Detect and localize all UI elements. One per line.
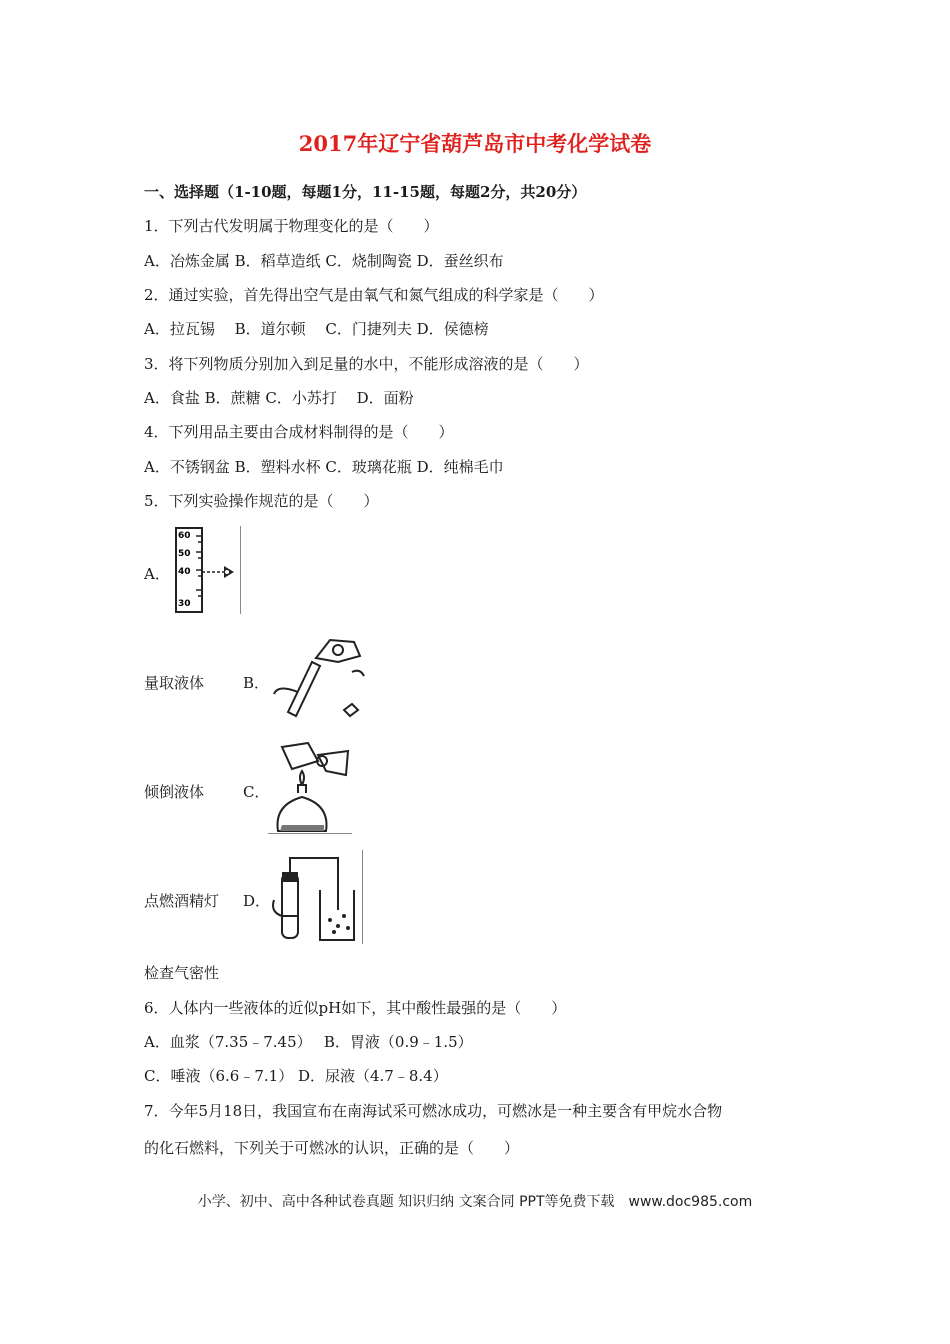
figure-graduated-cylinder: [172, 526, 241, 614]
question-6: 6．人体内一些液体的近似pH如下，其中酸性最强的是（ ）: [144, 999, 567, 1017]
question-6-options-row-2: C．唾液（6.6﹣7.1） D．尿液（4.7﹣8.4）: [144, 1067, 448, 1085]
question-4: 4．下列用品主要由合成材料制得的是（ ）: [144, 423, 454, 441]
question-2: 2．通过实验，首先得出空气是由氧气和氮气组成的科学家是（ ）: [144, 286, 604, 304]
option-c-caption: 点燃酒精灯: [144, 892, 220, 910]
tick-40: 40: [178, 567, 191, 577]
question-7: 7．今年5月18日，我国宣布在南海试采可燃冰成功，可燃冰是一种主要含有甲烷水合物: [144, 1102, 723, 1120]
question-5: 5．下列实验操作规范的是（ ）: [144, 492, 379, 510]
option-a-caption: 量取液体: [144, 674, 205, 692]
section-heading: 一、选择题（1-10题，每题1分，11-15题，每题2分，共20分）: [144, 183, 587, 201]
tick-60: 60: [178, 531, 191, 541]
question-3-options: A．食盐 B．蔗糖 C．小苏打 D．面粉: [144, 389, 414, 407]
option-d-caption: 检查气密性: [144, 964, 220, 982]
question-7-continued: 的化石燃料，下列关于可燃冰的认识，正确的是（ ）: [144, 1139, 520, 1157]
question-1-options: A．冶炼金属 B．稻草造纸 C．烧制陶瓷 D．蚕丝织布: [144, 252, 504, 270]
tick-50: 50: [178, 549, 191, 559]
option-b-caption: 倾倒液体: [144, 783, 205, 801]
question-4-options: A．不锈钢盆 B．塑料水杯 C．玻璃花瓶 D．纯棉毛巾: [144, 458, 504, 476]
question-3: 3．将下列物质分别加入到足量的水中，不能形成溶液的是（ ）: [144, 355, 589, 373]
option-c-label: C．: [243, 783, 270, 801]
tick-30: 30: [178, 599, 191, 609]
option-d-label: D．: [243, 892, 271, 910]
question-2-options: A．拉瓦锡 B．道尔顿 C．门捷列夫 D．侯德榜: [144, 320, 489, 338]
option-a-label: A．: [144, 565, 170, 583]
footer-banner: 小学、初中、高中各种试卷真题 知识归纳 文案合同 PPT等免费下载 www.doc985.com: [197, 1194, 753, 1210]
figure-airtightness-check: [268, 850, 363, 944]
figure-pouring-liquid: [268, 632, 368, 720]
figure-alcohol-lamp: [268, 741, 352, 834]
page-title: 2017年辽宁省葫芦岛市中考化学试卷: [298, 131, 652, 156]
question-1: 1．下列古代发明属于物理变化的是（ ）: [144, 217, 439, 235]
option-b-label: B．: [243, 674, 270, 692]
question-6-options-row-1: A．血浆（7.35﹣7.45） B．胃液（0.9﹣1.5）: [144, 1033, 473, 1051]
